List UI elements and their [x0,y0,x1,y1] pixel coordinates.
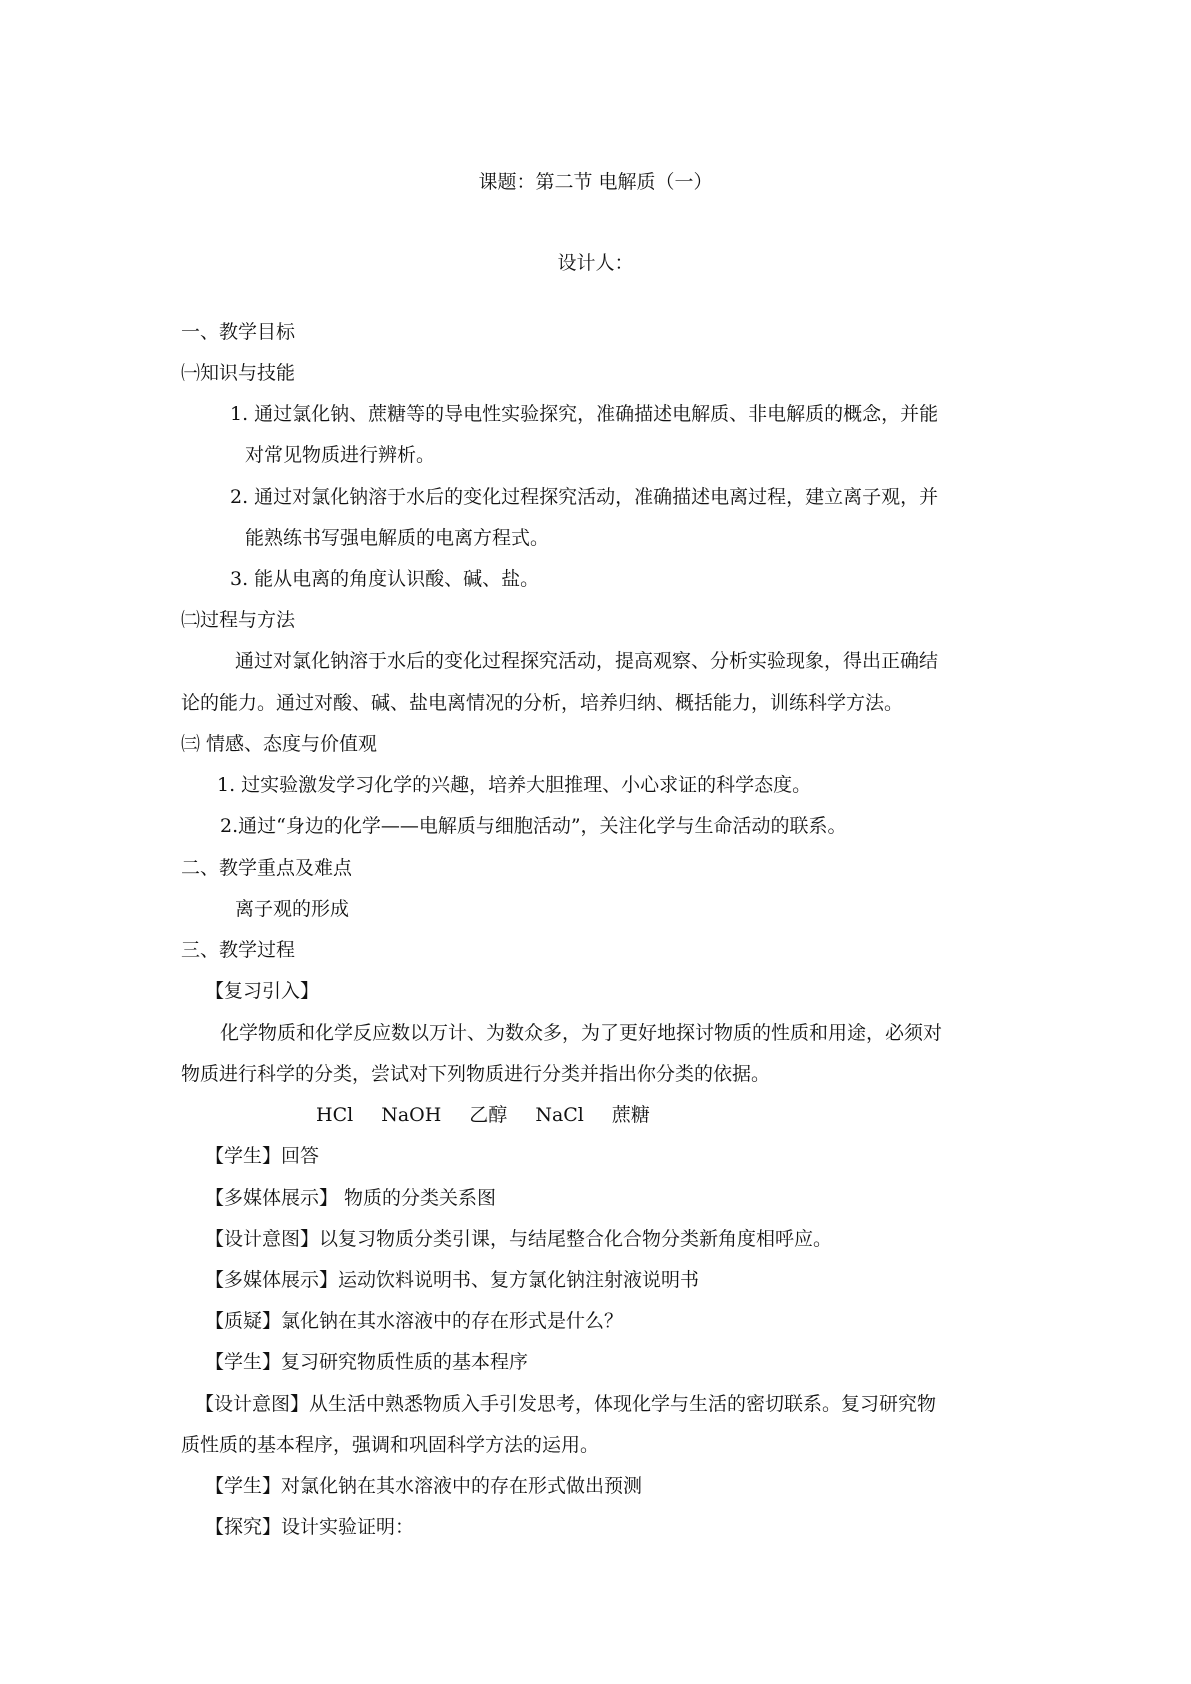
objective-item-2-line-2: 能熟练书写强电解质的电离方程式。 [245,527,550,549]
step-design-intent-1: 【设计意图】以复习物质分类引课，与结尾整合化合物分类新角度相呼应。 [205,1228,833,1250]
step-student-answer: 【学生】回答 [205,1145,320,1167]
step-student-review: 【学生】复习研究物质性质的基本程序 [205,1351,529,1373]
objective-item-3: 3. 能从电离的角度认识酸、碱、盐。 [230,568,540,590]
chemical-item: NaCl [535,1104,584,1126]
subheading-process-methods: ㈡过程与方法 [181,609,296,631]
section-heading-process: 三、教学过程 [181,939,296,961]
chemical-item: NaOH [381,1104,442,1126]
step-question: 【质疑】氯化钠在其水溶液中的存在形式是什么？ [205,1310,624,1332]
chemical-item: 蔗糖 [611,1104,650,1126]
attitude-item-2: 2.通过“身边的化学——电解质与细胞活动”，关注化学与生命活动的联系。 [220,815,847,837]
step-design-intent-2-line-2: 质性质的基本程序，强调和巩固科学方法的运用。 [181,1434,600,1456]
section-heading-key-points: 二、教学重点及难点 [181,857,353,879]
chemical-item: HCl [316,1104,354,1126]
step-explore: 【探究】设计实验证明： [205,1516,415,1538]
intro-paragraph-line-2: 物质进行科学的分类，尝试对下列物质进行分类并指出你分类的依据。 [181,1063,771,1085]
chemical-list [316,1102,678,1128]
review-intro-label: 【复习引入】 [205,980,320,1002]
section-heading-objectives: 一、教学目标 [181,321,296,343]
attitude-item-1: 1. 过实验激发学习化学的兴趣，培养大胆推理、小心求证的科学态度。 [217,774,812,796]
process-paragraph-line-1: 通过对氯化钠溶于水后的变化过程探究活动，提高观察、分析实验现象，得出正确结 [235,650,939,672]
process-paragraph-line-2: 论的能力。通过对酸、碱、盐电离情况的分析，培养归纳、概括能力，训练科学方法。 [181,692,904,714]
step-multimedia-diagram: 【多媒体展示】 物质的分类关系图 [205,1187,497,1209]
designer-label: 设计人： [557,252,634,274]
objective-item-1-line-1: 1. 通过氯化钠、蔗糖等的导电性实验探究，准确描述电解质、非电解质的概念，并能 [230,403,939,425]
step-design-intent-2-line-1: 【设计意图】从生活中熟悉物质入手引发思考，体现化学与生活的密切联系。复习研究物 [195,1393,937,1415]
objective-item-1-line-2: 对常见物质进行辨析。 [245,444,436,466]
step-multimedia-instructions: 【多媒体展示】运动饮料说明书、复方氯化钠注射液说明书 [205,1269,700,1291]
key-points-content: 离子观的形成 [235,898,350,920]
intro-paragraph-line-1: 化学物质和化学反应数以万计、为数众多，为了更好地探讨物质的性质和用途，必须对 [220,1022,943,1044]
objective-item-2-line-1: 2. 通过对氯化钠溶于水后的变化过程探究活动，准确描述电离过程，建立离子观，并 [230,486,939,508]
page-title: 课题：第二节 电解质（一） [478,171,713,193]
subheading-knowledge-skills: ㈠知识与技能 [181,362,296,384]
step-student-predict: 【学生】对氯化钠在其水溶液中的存在形式做出预测 [205,1475,643,1497]
chemical-item: 乙醇 [469,1104,508,1126]
subheading-attitudes-values: ㈢ 情感、态度与价值观 [181,733,378,755]
